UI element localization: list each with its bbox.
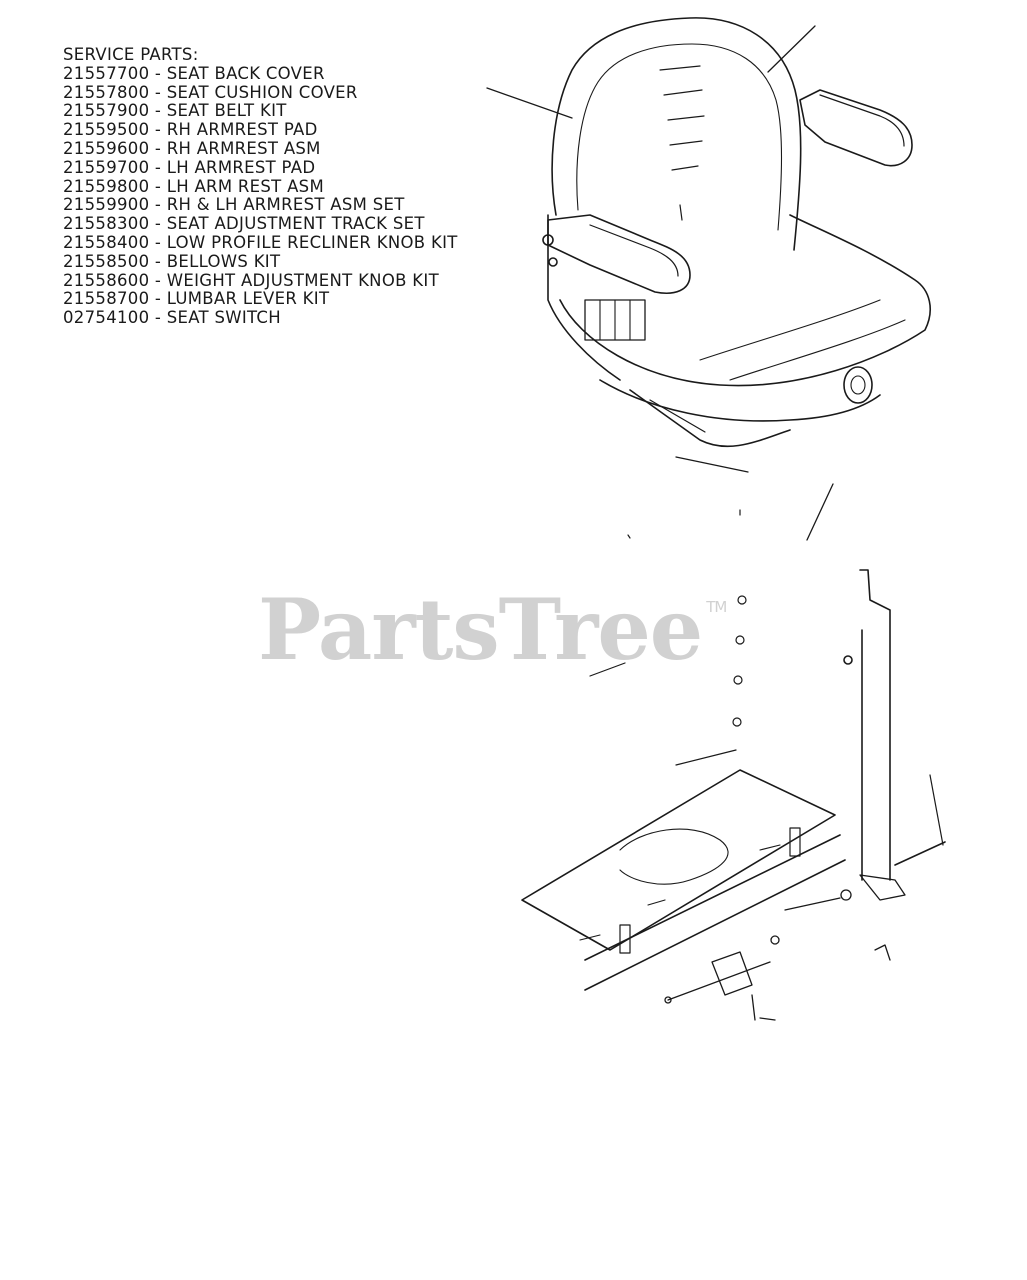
service-part-item: 21559600 - RH ARMREST ASM <box>63 138 321 158</box>
base-slots <box>580 845 780 940</box>
service-part-item: 21558600 - WEIGHT ADJUSTMENT KNOB KIT <box>63 270 439 290</box>
service-part-item: 21558500 - BELLOWS KIT <box>63 251 281 271</box>
hinge-bracket <box>712 952 752 995</box>
clip <box>752 995 775 1020</box>
seat-bracket-detail <box>600 300 630 340</box>
callout-leader <box>807 484 833 540</box>
callout-leader <box>768 26 815 72</box>
bracket-outline <box>860 570 890 880</box>
seat-cushion-ridge <box>730 320 905 380</box>
lumbar-lever <box>549 258 557 266</box>
service-parts-heading: SERVICE PARTS: <box>63 45 199 64</box>
callout-leader <box>676 750 736 765</box>
seat-adjustment-track <box>630 390 790 446</box>
seat-support-bracket <box>844 570 945 880</box>
lever-rod <box>895 842 945 865</box>
lower-hardware <box>665 875 905 1020</box>
seat-switch-bracket <box>860 875 905 900</box>
hinge-nut <box>771 936 779 944</box>
weight-adjustment-knob-inner <box>851 376 865 394</box>
callout-leader <box>676 457 748 472</box>
service-part-item: 21559500 - RH ARMREST PAD <box>63 120 318 140</box>
watermark-tm: TM <box>706 598 727 616</box>
service-part-item: 21559700 - LH ARMREST PAD <box>63 157 316 177</box>
mounting-bolt <box>733 718 741 726</box>
weight-adjustment-knob <box>844 367 872 403</box>
rh-armrest-pad <box>820 95 904 146</box>
seat-side-frame <box>548 215 620 380</box>
seat-back-inner <box>577 44 782 230</box>
watermark-brand: PartsTree <box>258 580 703 679</box>
lh-armrest <box>548 215 690 293</box>
mounting-bolt <box>738 596 746 604</box>
service-part-item: 21557700 - SEAT BACK COVER <box>63 63 325 83</box>
mounting-bolt <box>736 636 744 644</box>
service-part-item: 21559800 - LH ARM REST ASM <box>63 176 324 196</box>
service-part-item: 21558700 - LUMBAR LEVER KIT <box>63 289 330 309</box>
partstree-watermark <box>258 580 727 679</box>
seat-switch <box>841 890 851 900</box>
callout-leaders-seat <box>487 26 833 540</box>
callout-leader <box>785 898 840 910</box>
service-part-item: 02754100 - SEAT SWITCH <box>63 308 281 328</box>
seat-back-stitching <box>660 66 704 220</box>
base-plate-edge <box>585 835 840 960</box>
service-part-item: 21557900 - SEAT BELT KIT <box>63 101 287 121</box>
seat-cushion-ridge <box>700 300 880 360</box>
service-part-item: 21558300 - SEAT ADJUSTMENT TRACK SET <box>63 214 425 234</box>
service-part-item: 21558400 - LOW PROFILE RECLINER KNOB KIT <box>63 232 458 252</box>
service-part-item: 21559900 - RH & LH ARMREST ASM SET <box>63 195 405 215</box>
seat-adjustment-track <box>650 400 705 432</box>
service-part-item: 21557800 - SEAT CUSHION COVER <box>63 82 358 102</box>
rh-armrest <box>800 90 912 166</box>
mounting-bolt <box>734 676 742 684</box>
switch-wire <box>875 945 890 960</box>
seat-base-plate <box>522 770 845 990</box>
bracket-hole <box>844 656 852 664</box>
callout-leader <box>930 775 943 845</box>
base-plate-inner <box>620 829 728 884</box>
seat-assembly <box>543 18 930 446</box>
